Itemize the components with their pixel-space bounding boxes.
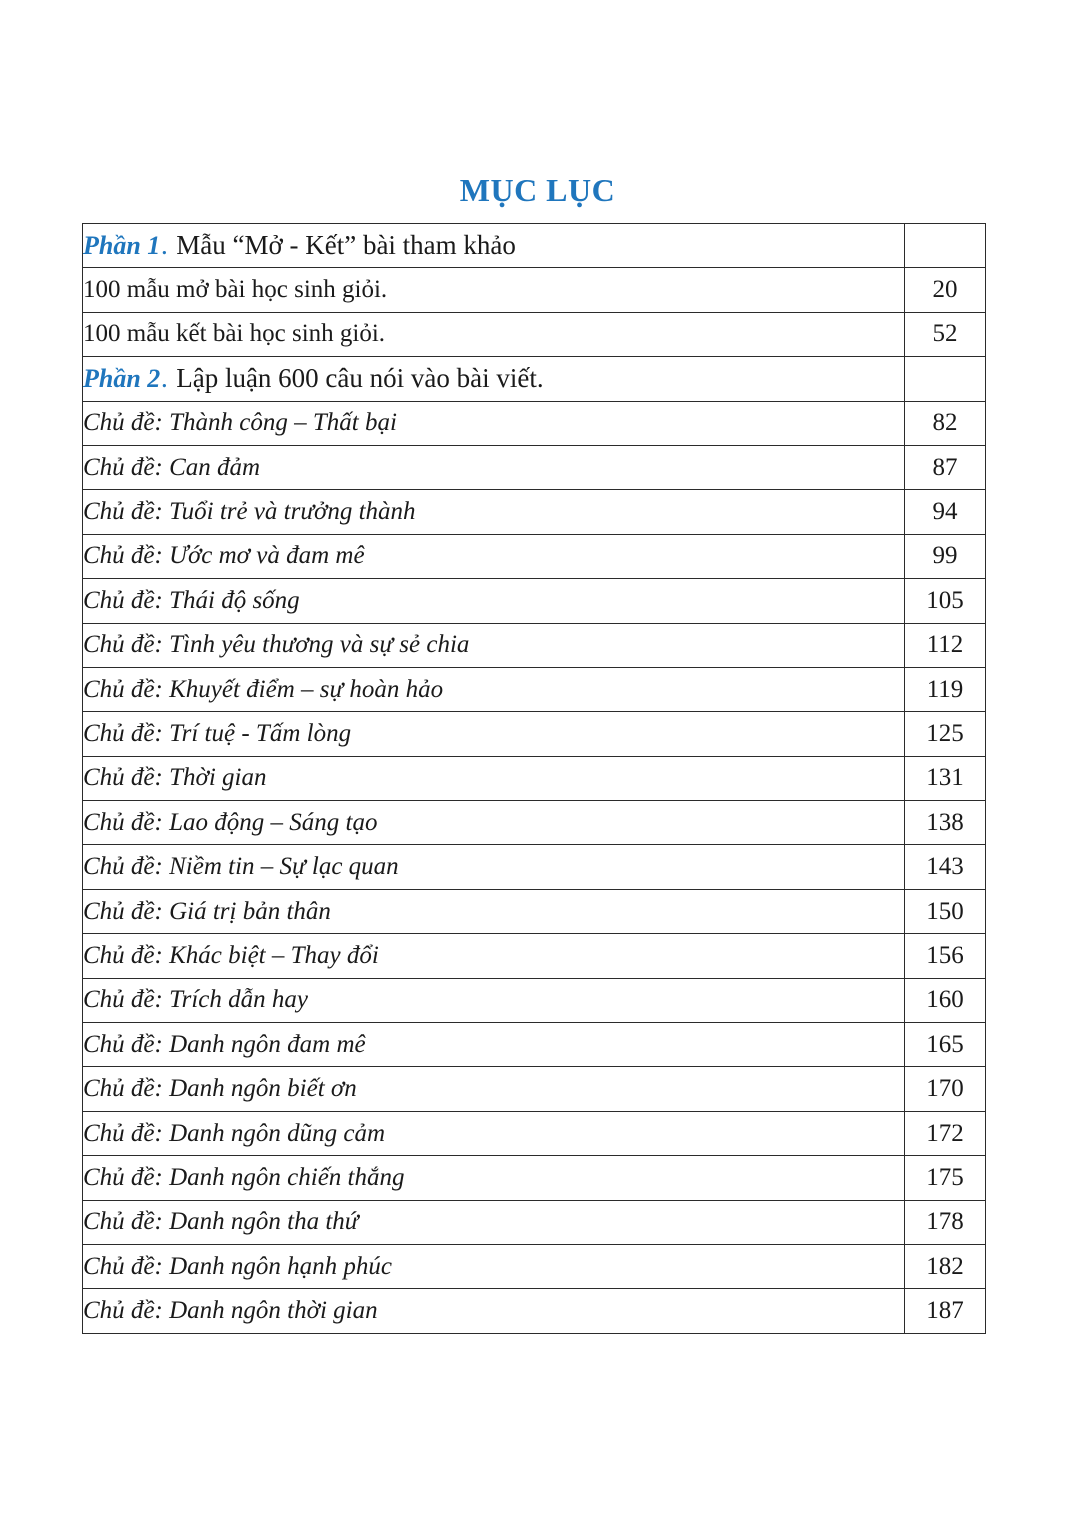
part-label: Phần 2 <box>83 364 161 394</box>
toc-page-number: 150 <box>905 889 986 933</box>
toc-row[interactable] <box>83 889 986 933</box>
toc-page-number: 99 <box>905 534 986 578</box>
toc-row[interactable] <box>83 579 986 623</box>
toc-page-number: 82 <box>905 401 986 445</box>
toc-page-number: 160 <box>905 978 986 1022</box>
toc-row[interactable] <box>83 1067 986 1111</box>
toc-page-number: 87 <box>905 445 986 489</box>
toc-entry-title: Chủ đề: Trích dẫn hay <box>83 978 905 1022</box>
toc-row[interactable] <box>83 1244 986 1288</box>
toc-row[interactable] <box>83 978 986 1022</box>
toc-entry-title: Chủ đề: Ước mơ và đam mê <box>83 534 905 578</box>
toc-page-number: 156 <box>905 934 986 978</box>
toc-row[interactable] <box>83 1111 986 1155</box>
toc-entry-title: 100 mẫu mở bài học sinh giỏi. <box>83 268 905 312</box>
toc-page-number: 131 <box>905 756 986 800</box>
toc-row[interactable] <box>83 667 986 711</box>
toc-entry-title: Chủ đề: Danh ngôn chiến thắng <box>83 1156 905 1200</box>
toc-entry-title: Chủ đề: Danh ngôn đam mê <box>83 1023 905 1067</box>
toc-entry-title: Chủ đề: Danh ngôn dũng cảm <box>83 1111 905 1155</box>
toc-page-number: 172 <box>905 1111 986 1155</box>
toc-page-number: 105 <box>905 579 986 623</box>
toc-row[interactable] <box>83 534 986 578</box>
toc-entry-title: Chủ đề: Thành công – Thất bại <box>83 401 905 445</box>
toc-row[interactable] <box>83 1289 986 1333</box>
toc-row[interactable] <box>83 1156 986 1200</box>
toc-entry-title: Chủ đề: Lao động – Sáng tạo <box>83 801 905 845</box>
toc-entry-title: Chủ đề: Niềm tin – Sự lạc quan <box>83 845 905 889</box>
part-text: Lập luận 600 câu nói vào bài viết. <box>176 363 544 394</box>
toc-entry-title: 100 mẫu kết bài học sinh giỏi. <box>83 312 905 356</box>
toc-page-number: 119 <box>905 667 986 711</box>
toc-page-number <box>905 224 986 268</box>
toc-page-number: 178 <box>905 1200 986 1244</box>
toc-row[interactable] <box>83 401 986 445</box>
toc-entry-title: Chủ đề: Thời gian <box>83 756 905 800</box>
toc-entry-title: Chủ đề: Danh ngôn biết ơn <box>83 1067 905 1111</box>
toc-row[interactable] <box>83 712 986 756</box>
toc-entry-title: Chủ đề: Thái độ sống <box>83 579 905 623</box>
toc-row[interactable] <box>83 756 986 800</box>
toc-page-number: 143 <box>905 845 986 889</box>
part-separator: . <box>160 364 177 394</box>
toc-row[interactable] <box>83 1023 986 1067</box>
toc-row[interactable] <box>83 623 986 667</box>
toc-section-title <box>83 357 905 401</box>
toc-page-number: 165 <box>905 1023 986 1067</box>
toc-entry-title: Chủ đề: Giá trị bản thân <box>83 889 905 933</box>
toc-page-number: 138 <box>905 801 986 845</box>
toc-page-number: 94 <box>905 490 986 534</box>
toc-page-number <box>905 357 986 401</box>
part-separator: . <box>160 231 177 261</box>
part-text: Mẫu “Mở - Kết” bài tham khảo <box>176 230 516 261</box>
toc-body <box>83 224 986 1334</box>
toc-page-number: 175 <box>905 1156 986 1200</box>
toc-page-number: 182 <box>905 1244 986 1288</box>
toc-entry-title: Chủ đề: Khác biệt – Thay đổi <box>83 934 905 978</box>
toc-page-number: 20 <box>905 268 986 312</box>
toc-entry-title: Chủ đề: Danh ngôn tha thứ <box>83 1200 905 1244</box>
toc-page-number: 112 <box>905 623 986 667</box>
toc-row[interactable] <box>83 268 986 312</box>
toc-row[interactable] <box>83 801 986 845</box>
toc-entry-title: Chủ đề: Khuyết điểm – sự hoàn hảo <box>83 667 905 711</box>
toc-section-title <box>83 224 905 268</box>
toc-row[interactable] <box>83 1200 986 1244</box>
toc-entry-title: Chủ đề: Tuổi trẻ và trưởng thành <box>83 490 905 534</box>
toc-entry-title: Chủ đề: Tình yêu thương và sự sẻ chia <box>83 623 905 667</box>
toc-entry-title: Chủ đề: Danh ngôn thời gian <box>83 1289 905 1333</box>
toc-row[interactable] <box>83 845 986 889</box>
toc-row[interactable] <box>83 490 986 534</box>
toc-entry-title: Chủ đề: Trí tuệ - Tấm lòng <box>83 712 905 756</box>
toc-entry-title: Chủ đề: Danh ngôn hạnh phúc <box>83 1244 905 1288</box>
toc-entry-title: Chủ đề: Can đảm <box>83 445 905 489</box>
toc-section-row <box>83 224 986 268</box>
part-label: Phần 1 <box>83 231 161 261</box>
toc-page-number: 52 <box>905 312 986 356</box>
toc-page-number: 125 <box>905 712 986 756</box>
toc-page-number: 170 <box>905 1067 986 1111</box>
toc-row[interactable] <box>83 445 986 489</box>
toc-row[interactable] <box>83 934 986 978</box>
table-of-contents <box>82 223 986 1334</box>
toc-row[interactable] <box>83 312 986 356</box>
toc-section-row <box>83 357 986 401</box>
page-title: MỤC LỤC <box>459 172 616 208</box>
toc-page-number: 187 <box>905 1289 986 1333</box>
